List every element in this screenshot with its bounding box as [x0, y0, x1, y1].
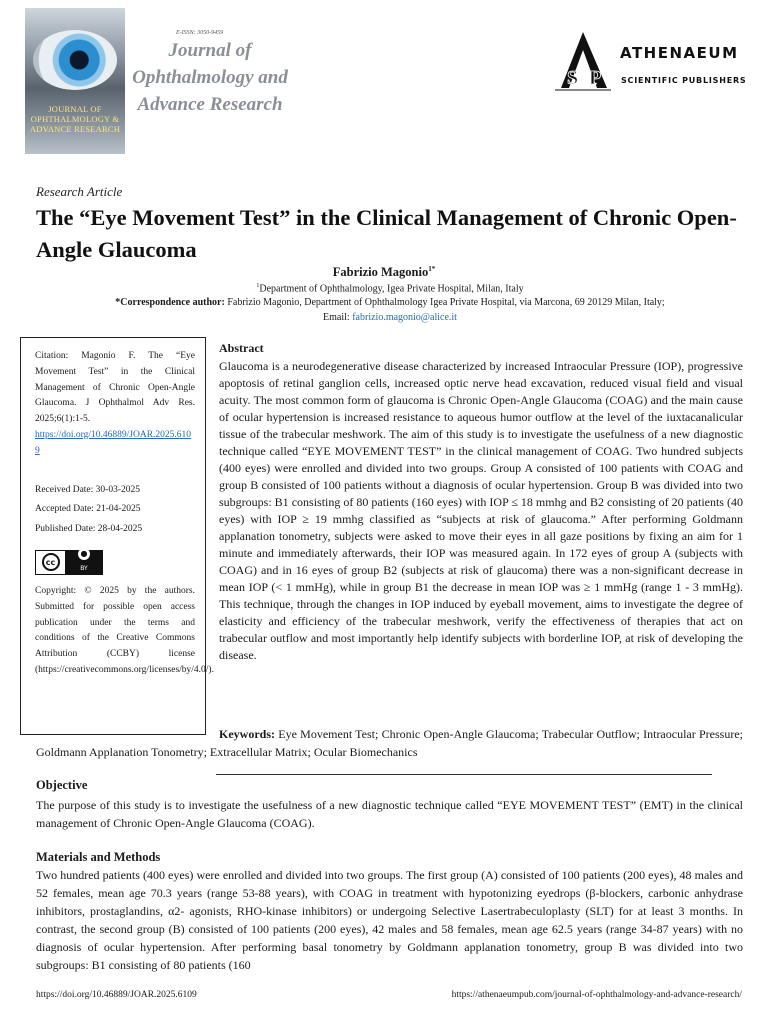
author-line [0, 265, 768, 280]
divider [216, 774, 712, 775]
copyright-text: Copyright: © 2025 by the authors. Submitted for possible open access publication under the terms and conditions of the Creative Commons Attribution (CCBY) license (https://creativecommons.org/licenses/by/4.0/). [35, 585, 214, 675]
eissn: E-ISSN: 3050-9459 [176, 30, 224, 36]
accepted-date: Accepted Date: 21-04-2025 [35, 504, 141, 515]
citation-sidebar [20, 337, 214, 735]
cc-by-license-icon[interactable] [35, 550, 103, 575]
by-label: BY [80, 565, 88, 573]
author-name: Fabrizio Magonio [332, 265, 429, 280]
published-date: Published Date: 28-04-2025 [35, 524, 143, 535]
by-icon [66, 551, 102, 574]
affiliation-superscript: 1 [256, 283, 260, 289]
cover-title: JOURNAL OF OPHTHALMOLOGY & ADVANCE RESEARCH [29, 104, 121, 134]
svg-text:S: S [567, 67, 579, 89]
person-icon: ● [78, 548, 90, 560]
methods-text: Two hundred patients (400 eyes) were enrolled and divided into two groups. The first group (A) consisted of 100 patients (200 eyes), 48 males and 52 females, mean age 70.3 years (range 53-88 years), with COAG in treatment with hypotonizing eyedrops (β-blockers, carbonic anhydrase inhibitors, prostaglandins, α2- agonists, RHO-kinase inhibitors) or undergoing Selective Lasertrabeculoplasty (SLT) for at least 3 months. In contrast, the second group (B) consisted of 100 patients (200 eyes), 42 males and 58 females, mean age 62.5 years (range 34-87 years) with no diagnosis of ocular hypertension. After performing basal tonometry by Goldmann applanation tonometry, group B was divided into two subgroups: B1 consisting of 80 patients (160 [36, 868, 743, 972]
affiliation [0, 283, 768, 294]
objective-text: The purpose of this study is to investigate the usefulness of a new diagnostic technique called “EYE MOVEMENT TEST” (EMT) in the clinical management of Chronic Open-Angle Glaucoma (COAG). [36, 798, 743, 830]
article-title: The “Eye Movement Test” in the Clinical Management of Chronic Open-Angle Glaucoma [36, 205, 737, 262]
publisher-name: ATHENAEUM [620, 44, 739, 62]
keywords [36, 725, 743, 761]
doi-link[interactable]: https://doi.org/10.46889/JOAR.2025.6109 [35, 429, 192, 456]
footer-doi-link[interactable]: https://doi.org/10.46889/JOAR.2025.6109 [36, 990, 197, 1000]
email-line [0, 312, 768, 323]
affiliation-text: Department of Ophthalmology, Igea Private Hospital, Milan, Italy [259, 283, 524, 295]
objective-heading: Objective [36, 778, 88, 792]
athenaeum-logo-icon [553, 30, 613, 92]
received-date: Received Date: 30-03-2025 [35, 484, 140, 495]
article-type: Research Article [36, 184, 123, 199]
eye-image [33, 30, 117, 90]
keywords-text: Eye Movement Test; Chronic Open-Angle Glaucoma; Trabecular Outflow; Intraocular Pressure; Goldmann Applanation Tonometry; Extracellular Matrix; Ocular Biomechanics [36, 727, 743, 759]
email-label: Email: [323, 312, 353, 323]
footer-journal-link[interactable]: https://athenaeumpub.com/journal-of-ophthalmology-and-advance-research/ [451, 990, 742, 1000]
correspondence-label: *Correspondence author: [115, 297, 225, 308]
dates-block [35, 483, 195, 538]
abstract-text: Glaucoma is a neurodegenerative disease characterized by increased Intraocular Pressure (IOP), progressive apoptosis of retinal ganglion cells, increased optic nerve head excavation, reduced visual field and visual acuity. The most common form of glaucoma is Chronic Open-Angle Glaucoma (COAG) and the main cause of ocular hypertension is increased resistance to aqueous humor outflow at the level of the iuxtacanalicular tissue of the trabecular meshwork. The aim of this study is to investigate the usefulness of a new diagnostic technique called “EYE MOVEMENT TEST” in the clinical management of COAG. Two hundred subjects (400 eyes) were enrolled and divided into two groups. Group A consisted of 100 patients with COAG and group B consisted of 100 patients without a diagnosis of ocular hypertension. Group B was divided into two subgroups: B1 consisting of 80 patients (160 eyes) with IOP ≤ 18 mmhg and B2 consisting of 20 patients (40 eyes) with IOP ≥ 19 mmhg classified as “subjects at risk of glaucoma.” After performing Goldmann applanation tonometry, subjects were asked to move their eyes in all gaze positions by fixing an aim for 1 minute and immediately afterwards, their IOP was measured again. In 172 eyes of group A (subjects with COAG) and in 16 eyes of group B2 (subjects at risk of glaucoma) there was a non-significant decrease in mean IOP (< 1 mmHg), while in group B1 the decrease in mean IOP was ≥ 1 mmHg (range 1 - 3 mmHg). This technique, through the changes in IOP induced by eyeball movement, aims to investigate the degree of elasticity and efficiency of the trabecular meshwork, verify the effectiveness of therapies that act on trabecular outflow and most importantly help identify subjects with borderline IOP, at risk of developing the disease. [219, 359, 743, 662]
journal-title: Journal of Ophthalmology and Advance Research [132, 40, 288, 115]
abstract [219, 340, 743, 664]
journal-cover-image [25, 8, 125, 154]
publisher-subtitle: SCIENTIFIC PUBLISHERS [621, 76, 747, 85]
svg-text:P: P [589, 67, 602, 89]
methods-heading: Materials and Methods [36, 850, 161, 864]
keywords-label: Keywords: [219, 727, 275, 741]
abstract-heading: Abstract [219, 341, 264, 355]
correspondence [0, 297, 768, 308]
citation-text: Citation: Magonio F. The “Eye Movement Test” in the Clinical Management of Chronic Open-Angle Glaucoma. J Ophthalmol Adv Res. 2025;6(1):1-5. [35, 351, 195, 425]
email-link[interactable]: fabrizio.magonio@alice.it [352, 312, 457, 323]
correspondence-text: Fabrizio Magonio, Department of Ophthalmology Igea Private Hospital, via Marcona, 69 20129 Milan, Italy; [224, 297, 665, 308]
author-superscript: 1* [428, 265, 436, 273]
cc-icon: cc [36, 551, 66, 574]
